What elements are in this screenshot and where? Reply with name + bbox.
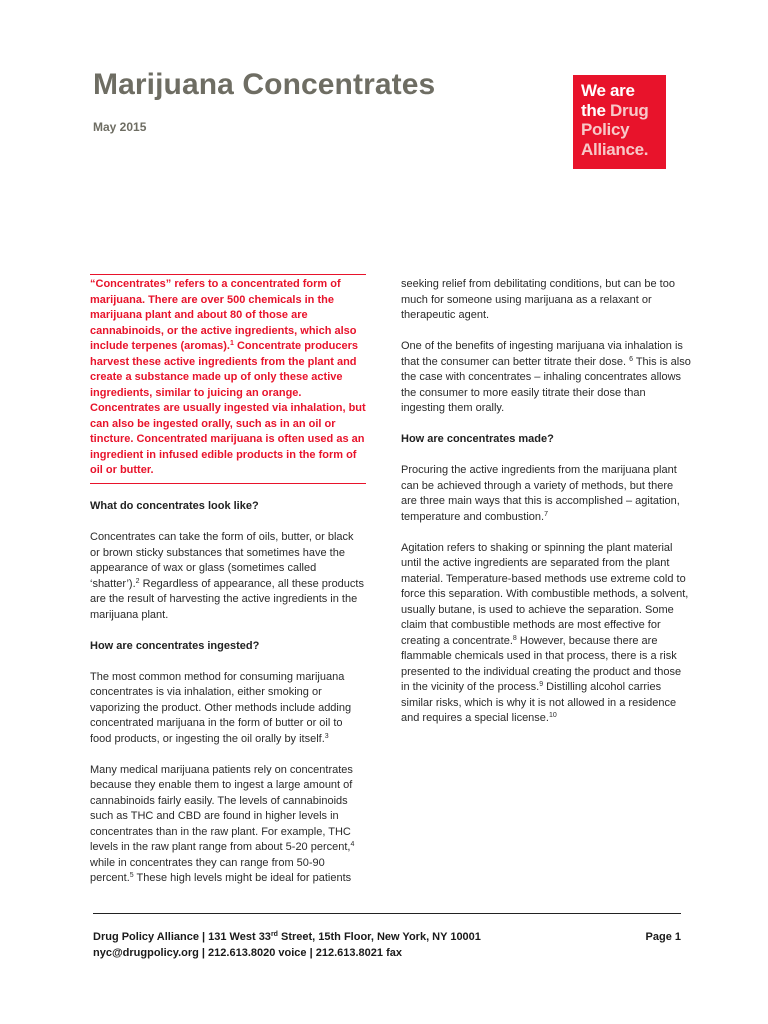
right-column — [401, 277, 691, 727]
heading-look-like: What do concentrates look like? — [90, 500, 259, 512]
paragraph-continuation: seeking relief from debilitating conditions, but can be too much for someone using marijuana as a relaxant or therapeutic agent. — [401, 278, 675, 321]
paragraph-look-like: Concentrates can take the form of oils, butter, or black or brown sticky substances that sometimes have the appearance of wax or glass (sometimes called ‘shatter’).$^2$ Regardless of appearance, all these products are the result of harvesting the active ingredients in the marijuana plant. — [90, 531, 364, 621]
paragraph-ingested: The most common method for consuming marijuana concentrates is via inhalation, either smoking or vaporizing the product. Other methods include adding concentrated marijuana in the form of butter or oil to food products, or ingesting the oil orally by itself.$^3$ — [90, 670, 352, 745]
footer — [93, 929, 681, 961]
document-title: Marijuana Concentrates — [93, 68, 436, 101]
drug-policy-alliance-logo — [573, 75, 666, 169]
document-date: May 2015 — [93, 120, 147, 134]
footer-address: Drug Policy Alliance | 131 West 33rd Street, 15th Floor, New York, NY 10001 — [93, 931, 481, 943]
intro-top-rule — [90, 274, 366, 275]
footer-contact: nyc@drugpolicy.org | 212.613.8020 voice | 212.613.8021 fax — [93, 947, 402, 959]
paragraph-procuring: Procuring the active ingredients from the marijuana plant can be achieved through a variety of methods, but there are three main ways that this is accomplished – agitation, temperature and combustion.$^7$ — [401, 464, 680, 523]
heading-made: How are concentrates made? — [401, 433, 554, 445]
paragraph-medical: Many medical marijuana patients rely on concentrates because they enable them to ingest a large amount of cannabinoids fairly easily. The levels of cannabinoids such as THC and CBD are found in higher levels in concentrates than in the raw plant. For example, THC levels in the raw plant range from about 5-20 percent,$^4$ while in concentrates they can range from 50-90 percent.$^5$ These high levels might be ideal for patients — [90, 763, 355, 884]
heading-ingested: How are concentrates ingested? — [90, 639, 260, 652]
logo-line-4: Alliance. — [581, 139, 649, 159]
logo-line-2: the Drug — [581, 100, 649, 120]
footer-rule — [93, 913, 681, 914]
logo-line-1: We are — [581, 81, 635, 100]
page-number: Page 1 — [645, 931, 681, 943]
left-column — [90, 274, 366, 887]
paragraph-agitation: Agitation refers to shaking or spinning the plant material until the active ingredients are separated from the plant material. Temperature-based methods use extreme cold to force this separation. With combustible methods, a solvent, usually butane, is used to achieve the separation. Some claim that combustible methods are most effective for creating a concentrate.$^8$ However, because there are flammable chemicals used in that process, there is a risk presented to the individual creating the product and those in the vicinity of the process.$^9$ Distilling alcohol carries similar risks, which is why it is not allowed in a residence and requires a special license.$^{10}$ — [401, 541, 689, 724]
paragraph-benefits: One of the benefits of ingesting marijuana via inhalation is that the consumer can better titrate their dose. $^6$ This is also the case with concentrates – inhaling concentrates allows the consumer to more easily titrate their dose than ingesting them orally. — [401, 340, 691, 414]
logo-line-3: Policy — [581, 120, 630, 139]
intro-paragraph: “Concentrates” refers to a concentrated form of marijuana. There are over 500 chemicals in the marijuana plant and about 80 of those are cannabinoids, or the active ingredients, which also include terpenes (aromas).$^1$ Concentrate producers harvest these active ingredients from the plant and create a substance made up of only these active ingredients, similar to juicing an orange. Concentrates are usually ingested via inhalation, but can also be ingested orally, such as in an oil or tincture. Concentrated marijuana is often used as an ingredient in infused edible products in the form of oil or butter. — [90, 277, 366, 484]
